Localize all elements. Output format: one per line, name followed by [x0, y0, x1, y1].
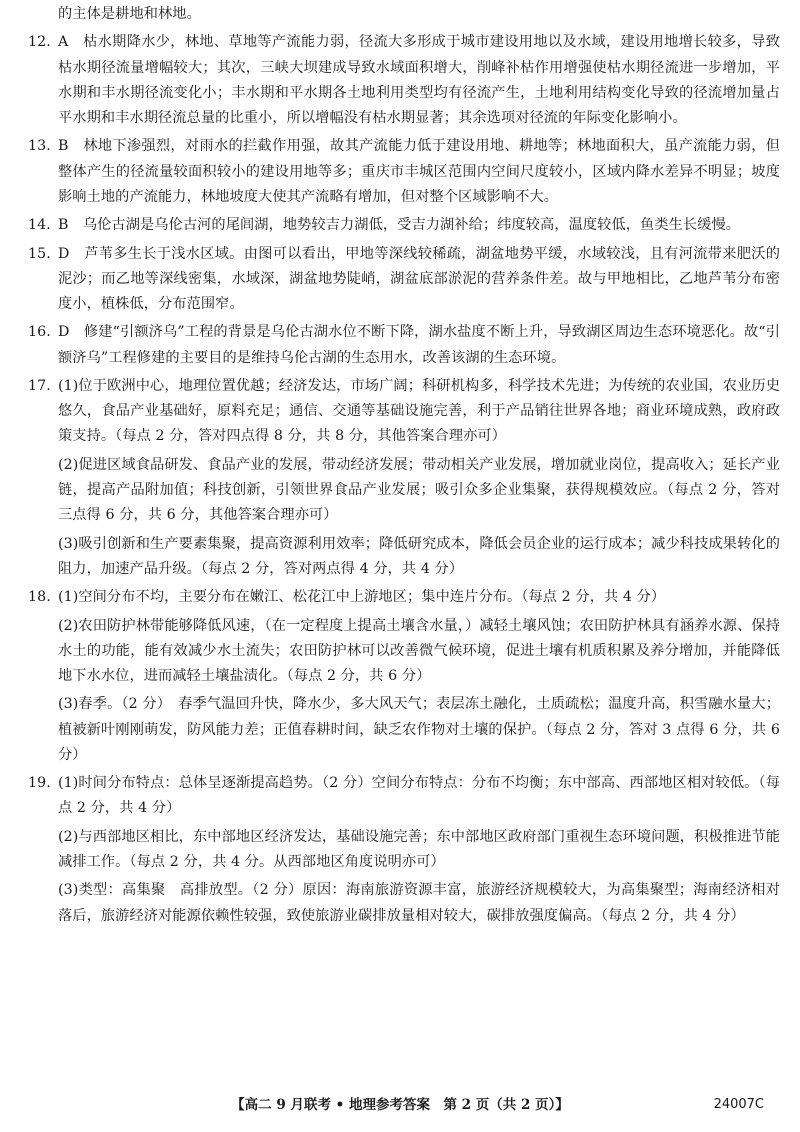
question-explanation: (1)空间分布不均，主要分布在嫩江、松花江中上游地区；集中连片分布。（每点 2 分，共 4 分）: [58, 589, 666, 606]
lead-continuation: 的主体是耕地和林地。: [58, 6, 201, 22]
question-13: [28, 134, 780, 210]
question-number: 14.: [28, 217, 51, 234]
question-number: 13.: [28, 138, 51, 155]
question-number: 18.: [28, 589, 51, 606]
question-explanation: 修建“引额济乌”工程的背景是乌伦古湖水位不断下降，湖水盐度不断上升，导致湖区周边生态环境恶化。故“引额济乌”工程修建的主要目的是维持乌伦古湖的生态用水，改善该湖的生态环境。: [58, 324, 781, 366]
question-number: 15.: [28, 245, 51, 262]
footer-exam-code: 24007C: [713, 1097, 764, 1112]
question-explanation: 芦苇多生长于浅水区域。由图可以看出，甲地等深线较稀疏，湖盆地势平缓，水域较浅，且有河流带来肥沃的泥沙；而乙地等深线密集，水域深，湖盆地势陡峭，湖盆底部淤泥的营养条件差。故与甲地相比，乙地芦苇分布密度小，植株低，分布范围窄。: [58, 245, 780, 312]
question-answer: D: [58, 324, 70, 341]
question-answer: B: [58, 217, 69, 234]
question-18-part-2: (2)农田防护林带能够降低风速，（在一定程度上提高土壤含水量，）减轻土壤风蚀；农田防护林具有涵养水源、保持水土的功能，能有效减少水土流失；农田防护林可以改善微气候环境，促进土壤有机质积累及养分增加，并能降低地下水水位，进而减轻土壤盐渍化。（每点 2 分，共 6 分）: [58, 617, 780, 684]
question-18-part-1: [28, 585, 780, 610]
question-18-part-3: (3)春季。（2 分） 春季气温回升快，降水少，多大风天气；表层冻土融化，土质疏松；温度升高，积雪融水量大；植被新叶刚刚萌发，防风能力差；正值春耕时间，缺乏农作物对土壤的保护。（每点 2 分，答对 3 点得 6 分，共 6 分）: [58, 696, 780, 763]
question-explanation: 枯水期降水少，林地、草地等产流能力弱，径流大多形成于城市建设用地以及水域，建设用地增长较多，导致枯水期径流量增幅较大；其次，三峡大坝建成导致水域面积增大，削峰补枯作用增强使枯水期径流进一步增加，平水期和丰水期径流变化小；丰水期和平水期各土地利用类型均有径流产生，土地利用结构变化导致的径流增加量占平水期和丰水期径流总量的比重小，所以增幅没有枯水期显著；其余选项对径流的年际变化影响小。: [58, 34, 780, 126]
question-explanation: 乌伦古湖是乌伦古河的尾闾湖，地势较吉力湖低，受吉力湖补给；纬度较高，温度较低，鱼类生长缓慢。: [82, 217, 741, 234]
answer-content: [28, 2, 780, 932]
question-17-part-2: (2)促进区域食品研发、食品产业的发展，带动经济发展；带动相关产业发展，增加就业岗位，提高收入；延长产业链，提高产品附加值；科技创新，引领世界食品产业发展；吸引众多企业集聚，获得规模效应。（每点 2 分，答对三点得 6 分，共 6 分，其他答案合理亦可）: [58, 456, 780, 524]
question-19-part-2: (2)与西部地区相比，东中部地区经济发达，基础设施完善；东中部地区政府部门重视生态环境问题，积极推进节能减排工作。（每点 2 分，共 4 分。从西部地区角度说明亦可）: [58, 828, 780, 870]
question-16: [28, 320, 780, 370]
question-15: [28, 242, 780, 318]
question-17-part-3: (3)吸引创新和生产要素集聚，提高资源利用效率；降低研究成本，降低会员企业的运行成本；减少科技成果转化的阻力，加速产品升级。（每点 2 分，答对两点得 4 分，共 4 分）: [58, 535, 780, 577]
question-answer: A: [58, 34, 69, 51]
question-14: [28, 213, 780, 238]
question-number: 16.: [28, 324, 51, 341]
question-number: 12.: [28, 34, 51, 51]
question-explanation: 林地下渗强烈，对雨水的拦截作用强，故其产流能力低于建设用地、耕地等；林地面积大，虽产流能力弱，但整体产生的径流量较面积较小的建设用地等多；重庆市丰城区范围内空间尺度较小，区域内降水差异不明显；坡度影响土地的产流能力，林地坡度大使其产流略有增加，但对整个区域影响不大。: [58, 138, 780, 205]
question-explanation: (1)时间分布特点：总体呈逐渐提高趋势。（2 分）空间分布特点：分布不均衡；东中部高、西部地区相对较低。（每点 2 分，共 4 分）: [58, 775, 780, 817]
page-footer: [0, 1094, 800, 1116]
footer-title: 【高二 9 月联考 • 地理参考答案 第 2 页（共 2 页）】: [231, 1097, 569, 1113]
question-number: 17.: [28, 377, 51, 394]
question-number: 19.: [28, 775, 51, 792]
question-19-part-1: [28, 771, 780, 821]
question-12: [28, 30, 780, 131]
question-explanation: (1)位于欧洲中心，地理位置优越；经济发达，市场广阔；科研机构多，科学技术先进；为传统的农业国，农业历史悠久，食品产业基础好，原料充足；通信、交通等基础设施完善，利于产品销往世界各地；商业环境成熟，政府政策支持。（每点 2 分，答对四点得 8 分，共 8 分，其他答案合理亦可）: [58, 377, 780, 445]
question-17-part-1: [28, 374, 780, 450]
question-19-part-3: (3)类型：高集聚 高排放型。（2 分）原因：海南旅游资源丰富，旅游经济规模较大，为高集聚型；海南经济相对落后，旅游经济对能源依赖性较强，致使旅游业碳排放量相对较大，碳排放强度偏高。（每点 2 分，共 4 分）: [58, 882, 780, 924]
question-answer: B: [58, 138, 69, 155]
question-answer: D: [58, 245, 70, 262]
